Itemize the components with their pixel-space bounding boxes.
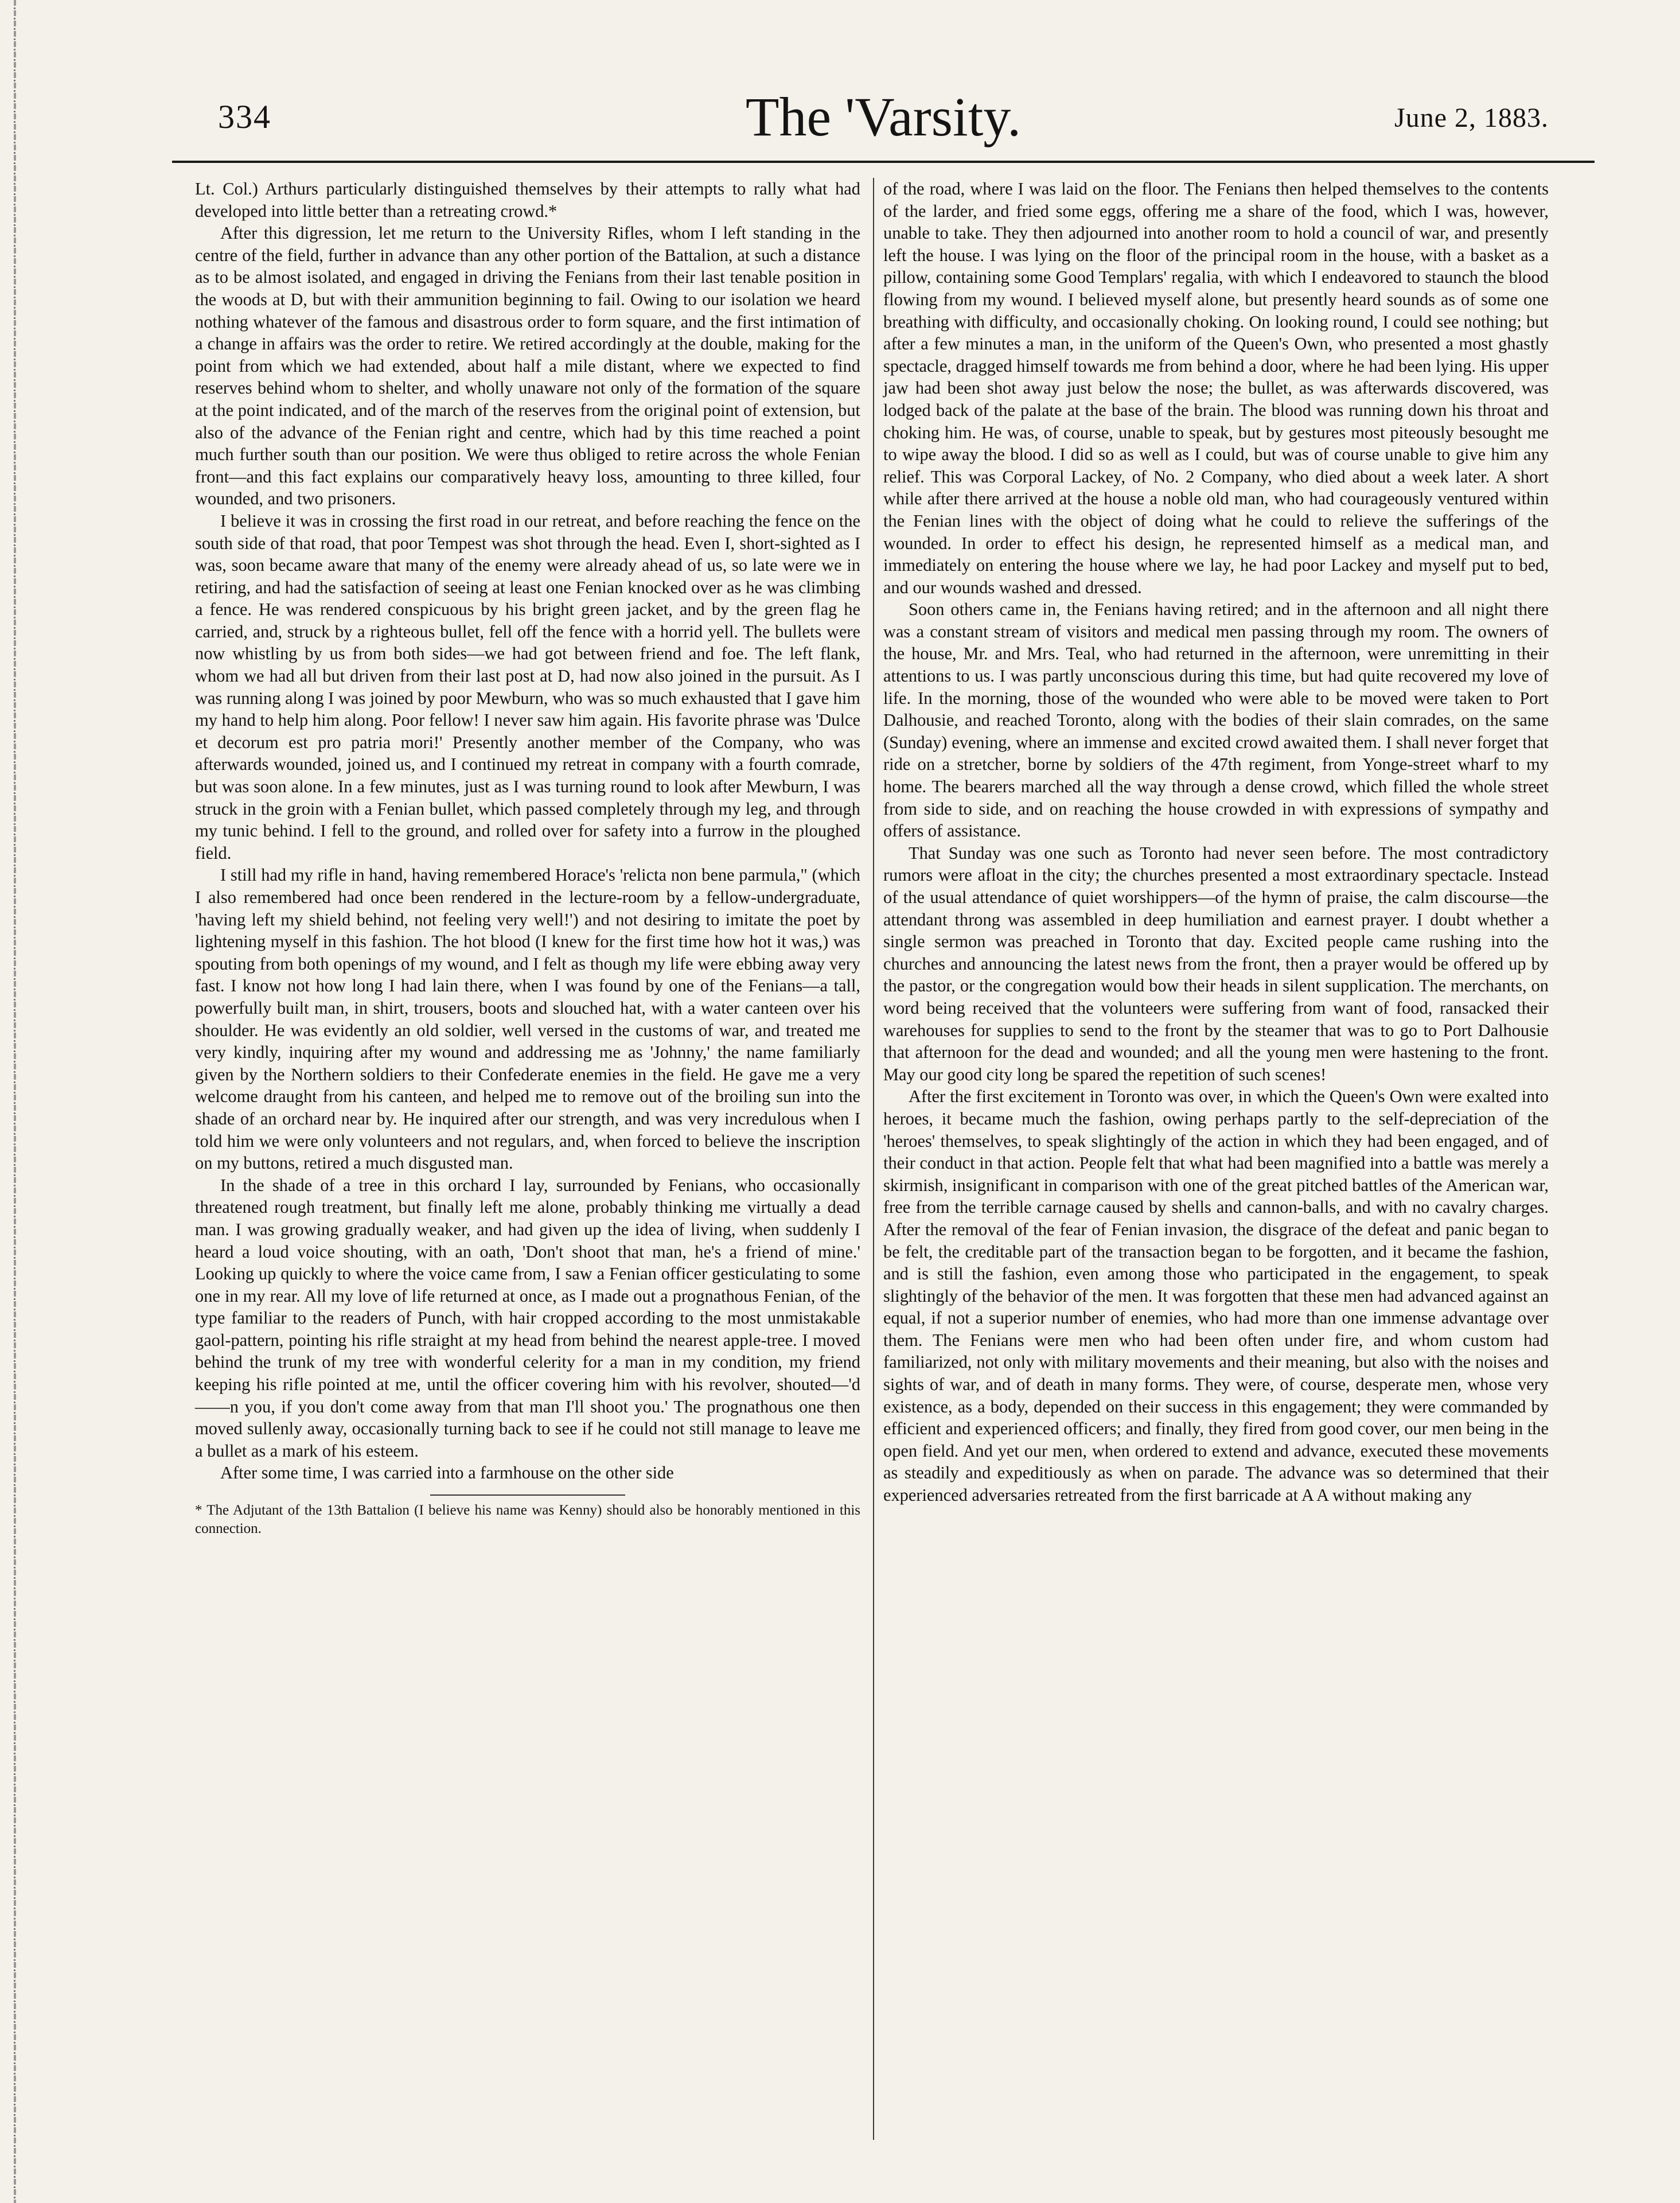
issue-date: June 2, 1883. <box>1394 103 1549 133</box>
paragraph: Soon others came in, the Fenians having retired; and in the afternoon and all night there was a constant stream of visitors and medical men passing through my room. The owners of the house, Mr. and Mrs. Teal, who had returned in the afternoon, were unremitting in their attentions to us. I was partly unconscious during this time, but had quite recovered my love of life. In the morning, those of the wounded who were able to be moved were taken to Port Dalhousie, and reached Toronto, along with the bodies of their slain comrades, on the same (Sunday) evening, where an immense and excited crowd awaited them. I shall never forget that ride on a stretcher, borne by soldiers of the 47th regiment, from Yonge-street wharf to my home. The bearers marched all the way through a dense crowd, which filled the whole street from side to side, and on reaching the house crowded in with expressions of sympathy and offers of assistance. <box>883 600 1549 841</box>
page-number: 334 <box>218 98 271 135</box>
newspaper-page <box>172 75 1595 2151</box>
paragraph: In the shade of a tree in this orchard I lay, surrounded by Fenians, who occasionally threatened rough treatment, but finally left me alone, probably thinking me virtually a dead man. I was growing gradually weaker, and had given up the idea of living, when suddenly I heard a loud voice shouting, with an oath, 'Don't shoot that man, he's a friend of mine.' Looking up quickly to where the voice came from, I saw a Fenian officer gesticulating to some one in my rear. All my love of life returned at once, as I made out a prognathous Fenian, of the type familiar to the readers of Punch, with hair cropped according to the most unmistakable gaol-pattern, pointing his rifle straight at my head from behind the nearest apple-tree. I moved behind the trunk of my tree with wonderful celerity for a man in my condition, my friend keeping his rifle pointed at me, until the officer covering him with his revolver, shouted—'d——n you, if you don't come away from that man I'll shoot you.' The prognathous one then moved sullenly away, occasionally turning back to see if he could not still manage to leave me a bullet as a mark of his esteem. <box>195 1175 860 1461</box>
paragraph: Lt. Col.) Arthurs particularly distinguished themselves by their attempts to rally what had developed into little better than a retreating crowd.* <box>195 179 860 221</box>
paragraph: After some time, I was carried into a farmhouse on the other side <box>220 1463 674 1483</box>
footnote: * The Adjutant of the 13th Battalion (I believe his name was Kenny) should also be honorably mentioned in this connection. <box>195 1503 860 1537</box>
left-column <box>195 178 860 1538</box>
paragraph: I still had my rifle in hand, having remembered Horace's 'relicta non bene parmula," (which I also remembered had once been rendered in the lecture-room by a fellow-undergraduate, 'having left my shield behind, not feeling very well!') and not desiring to imitate the poet by lightening myself in this fashion. The hot blood (I knew for the first time how hot it was,) was spouting from both openings of my wound, and I felt as though my life were ebbing away very fast. I know not how long I had lain there, when I was found by one of the Fenians—a tall, powerfully built man, in shirt, trousers, boots and slouched hat, with a water canteen over his shoulder. He was evidently an old soldier, well versed in the customs of war, and treated me very kindly, inquiring after my wound and addressing me as 'Johnny,' the name familiarly given by the Northern soldiers to their Confederate enemies in the field. He gave me a very welcome draught from his canteen, and helped me to remove out of the broiling sun into the shade of an orchard near by. He inquired after our strength, and was very incredulous when I told him we were only volunteers and not regulars, and, when forced to believe the inscription on my buttons, retired a much disgusted man. <box>195 865 860 1173</box>
paragraph: After the first excitement in Toronto was over, in which the Queen's Own were exalted into heroes, it became much the fashion, owing perhaps partly to the self-depreciation of the 'heroes' themselves, to speak slightingly of the action in which they had been engaged, and of their conduct in that action. People felt that what had been magnified into a battle was merely a skirmish, insignificant in comparison with one of the great pitched battles of the American war, free from the terrible carnage caused by shells and cannon-balls, and with no cavalry charges. After the removal of the fear of Fenian invasion, the disgrace of the defeat and panic began to be felt, the creditable part of the transaction began to be forgotten, and it became the fashion, and is still the fashion, even among those who participated in the engagement, to speak slightingly of the behavior of the men. It was forgotten that these men had advanced against an equal, if not a superior number of enemies, who had more than one immense advantage over them. The Fenians were men who had been often under fire, and whom custom had familiarized, not only with military movements and their meaning, but also with the noises and sights of war, and of death in many forms. They were, of course, desperate men, whose very existence, as a body, depended on their success in this engagement; they were commanded by efficient and experienced officers; and finally, they fired from good cover, our men being in the open field. And yet our men, when ordered to extend and advance, executed these movements as steadily and expeditiously as when on parade. The advance was so determined that their experienced adversaries retreated from the first barricade at A A without making any <box>883 1087 1549 1505</box>
paragraph: After this digression, let me return to the University Rifles, whom I left standing in the centre of the field, further in advance than any other portion of the Battalion, at such a distance as to be almost isolated, and engaged in driving the Fenians from their last tenable position in the woods at D, but with their ammunition beginning to fail. Owing to our isolation we heard nothing whatever of the famous and disastrous order to form square, and the first intimation of a change in affairs was the order to retire. We retired accordingly at the double, making for the point from which we had extended, about half a mile distant, where we expected to find reserves behind whom to shelter, and wholly unaware not only of the formation of the square at the point indicated, and of the march of the reserves from the original point of extension, but also of the advance of the Fenian right and centre, which had by this time reached a point much further south than our position. We were thus obliged to retire across the whole Fenian front—and this fact explains our comparatively heavy loss, amounting to three killed, four wounded, and two prisoners. <box>195 223 860 509</box>
footnote-rule <box>430 1494 625 1496</box>
paragraph: of the road, where I was laid on the floor. The Fenians then helped themselves to the contents of the larder, and fried some eggs, offering me a share of the food, which I was, however, unable to take. They then adjourned into another room to hold a council of war, and presently left the house. I was lying on the floor of the principal room in the house, with a basket as a pillow, containing some Good Templars' regalia, with which I endeavored to staunch the blood flowing from my wound. I believed myself alone, but presently heard sounds as of some one breathing with difficulty, and occasionally choking. On looking round, I could see nothing; but after a few minutes a man, in the uniform of the Queen's Own, who presented a most ghastly spectacle, dragged himself towards me from behind a door, where he had been lying. His upper jaw had been shot away just below the nose; the bullet, as was afterwards discovered, was lodged back of the palate at the base of the brain. The blood was running down his throat and choking him. He was, of course, unable to speak, but by gestures most piteously besought me to wipe away the blood. I did so as well as I could, but was of course unable to give him any relief. This was Corporal Lackey, of No. 2 Company, who died about a week later. A short while after there arrived at the house a noble old man, who had courageously ventured within the Fenian lines with the object of doing what he could to relieve the sufferings of the wounded. In order to effect his design, he represented himself as a medical man, and immediately on entering the house where we lay, he had poor Lackey and myself put to bed, and our wounds washed and dressed. <box>883 179 1549 597</box>
binding-margin <box>14 0 16 2203</box>
publication-title: The 'Varsity. <box>745 86 1022 147</box>
column-divider <box>873 178 874 2140</box>
masthead <box>172 75 1595 163</box>
paragraph: I believe it was in crossing the first road in our retreat, and before reaching the fence on the south side of that road, that poor Tempest was shot through the head. Even I, short-sighted as I was, soon became aware that many of the enemy were already ahead of us, so late were we in retiring, and had the satisfaction of seeing at least one Fenian knocked over as he was climbing a fence. He was rendered conspicuous by his bright green jacket, and by the green flag he carried, and, struck by a righteous bullet, fell off the fence with a horrid yell. The bullets were now whistling by us from both sides—we had got between friend and foe. The left flank, whom we had all but driven from their last post at D, had now also joined in the pursuit. As I was running along I was joined by poor Mewburn, who was so much exhausted that I gave him my hand to help him along. Poor fellow! I never saw him again. His favorite phrase was 'Dulce et decorum est pro patria mori!' Presently another member of the Company, who was afterwards wounded, joined us, and I continued my retreat in company with a fourth comrade, but was soon alone. In a few minutes, just as I was turning round to look after Mewburn, I was struck in the groin with a Fenian bullet, which passed completely through my leg, and through my tunic behind. I fell to the ground, and rolled over for safety into a furrow in the ploughed field. <box>195 511 860 863</box>
right-column <box>883 178 1549 1507</box>
paragraph: That Sunday was one such as Toronto had never seen before. The most contradictory rumors were afloat in the city; the churches presented a most extraordinary spectacle. Instead of the usual attendance of quiet worshippers—of the hymn of praise, the calm discourse—the attendant throng was assembled in deep humiliation and earnest prayer. I doubt whether a single sermon was preached in Toronto that day. Excited people came rushing into the churches and announcing the latest news from the front, then a prayer would be offered up by the pastor, or the congregation would bow their heads in silent supplication. The merchants, on word being received that the volunteers were suffering from want of food, ransacked their warehouses for supplies to send to the front by the steamer that was to go to Port Dalhousie that afternoon for the dead and wounded; and all the young men were hastening to the front. May our good city long be spared the repetition of such scenes! <box>883 843 1549 1084</box>
scan-edge <box>0 0 15 2203</box>
